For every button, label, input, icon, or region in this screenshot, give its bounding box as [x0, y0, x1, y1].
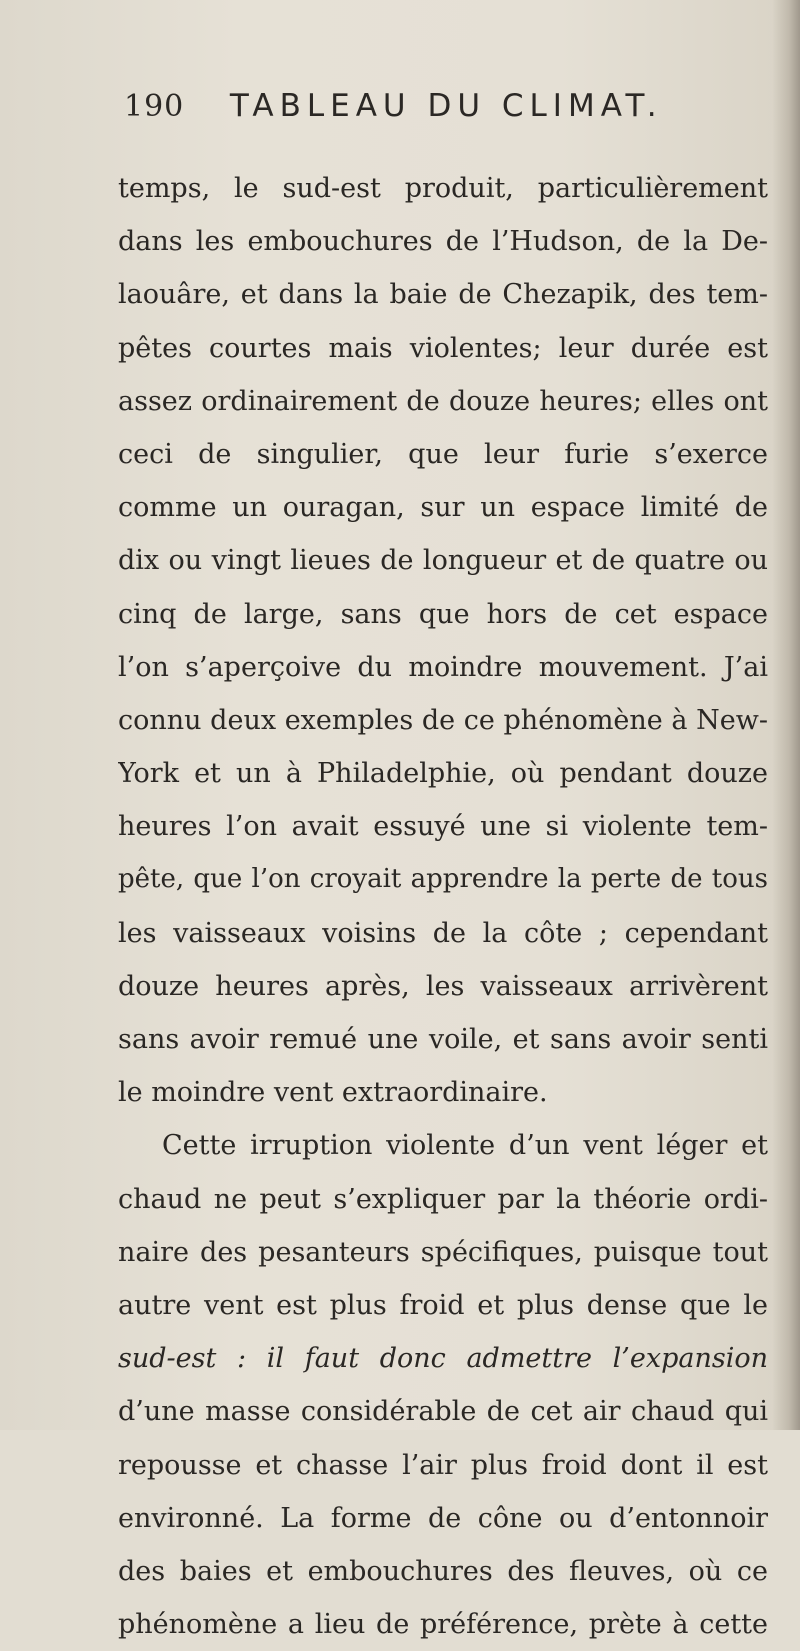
text-line: dix ou vingt lieues de longueur et de quatre ou: [118, 545, 768, 577]
text-line: cinq de large, sans que hors de cet espace: [118, 598, 768, 630]
text-line: des baies et embouchures des fleuves, où ce: [118, 1555, 768, 1587]
text-line: d’une masse considérable de cet air chaud qui: [118, 1396, 768, 1428]
text-line: repousse et chasse l’air plus froid dont il est: [118, 1449, 768, 1481]
text-line: environné. La forme de cône ou d’entonnoir: [118, 1502, 768, 1534]
text-line: naire des pesanteurs spécifiques, puisque tout: [118, 1236, 768, 1268]
text-line: l’on s’aperçoive du moindre mouvement. J’ai: [118, 651, 768, 683]
text-line: chaud ne peut s’expliquer par la théorie ordi-: [118, 1183, 768, 1215]
text-line: Cette irruption violente d’un vent léger et: [162, 1130, 768, 1162]
page-header: [124, 88, 764, 134]
text-line: connu deux exemples de ce phénomène à New-: [118, 704, 768, 736]
text-line: York et un à Philadelphie, où pendant douze: [118, 758, 768, 790]
text-line: temps, le sud-est produit, particulièrement: [118, 173, 768, 204]
text-line: dans les embouchures de l’Hudson, de la De-: [118, 226, 768, 258]
text-line: autre vent est plus froid et plus dense que le: [118, 1289, 768, 1321]
text-line: pêtes courtes mais violentes; leur durée est: [118, 332, 768, 364]
text-line: les vaisseaux voisins de la côte ; cependant: [118, 917, 768, 949]
text-line: comme un ouragan, sur un espace limité de: [118, 492, 768, 524]
page-number: 190: [124, 89, 185, 124]
text-line: pête, que l’on croyait apprendre la perte de tous: [118, 864, 768, 895]
text-line: le moindre vent extraordinaire.: [118, 1077, 548, 1109]
text-line: laouâre, et dans la baie de Chezapik, des tem-: [118, 279, 768, 311]
text-line: sans avoir remué une voile, et sans avoir senti: [118, 1024, 768, 1055]
text-line: phénomène a lieu de préférence, prète à cette: [118, 1609, 768, 1641]
text-line: douze heures après, les vaisseaux arrivèrent: [118, 970, 768, 1002]
text-line: assez ordinairement de douze heures; elles ont: [118, 385, 768, 417]
running-title: TABLEAU DU CLIMAT.: [229, 88, 663, 124]
text-line: ceci de singulier, que leur furie s’exerce: [118, 438, 768, 470]
text-line: heures l’on avait essuyé une si violente tem-: [118, 811, 768, 843]
body-text: [118, 162, 768, 1651]
page-edge-shadow: [772, 0, 800, 1430]
text-line: sud-est : il faut donc admettre l’expansion: [118, 1343, 768, 1375]
